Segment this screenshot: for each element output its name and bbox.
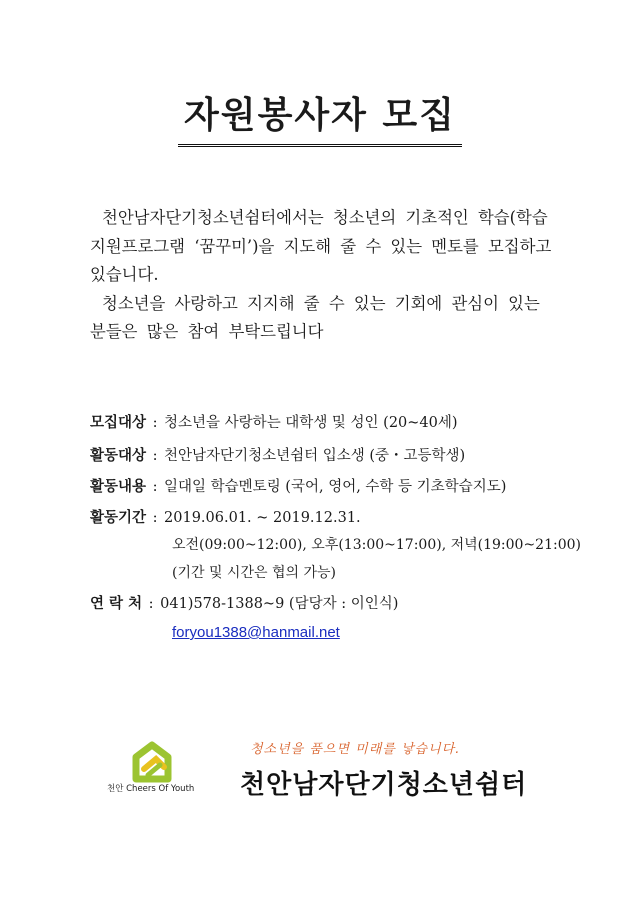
house-logo-icon — [120, 735, 200, 805]
logo-caption: 천안 Cheers Of Youth — [107, 784, 195, 794]
detail-label: 활동내용 — [90, 479, 147, 495]
organization-name: 천안남자단기청소년쉼터 — [240, 770, 528, 800]
detail-row-subject: 활동대상 : 천안남자단기청소년쉼터 입소생 (중・고등학생) — [90, 443, 465, 469]
title-wrapper — [0, 92, 640, 147]
detail-row-target: 모집대상 : 청소년을 사랑하는 대학생 및 성인 (20~40세) — [90, 410, 458, 436]
detail-row-contact: 연 락 처 : 041)578-1388~9 (담당자 : 이인식) — [90, 591, 398, 617]
detail-value: 천안남자단기청소년쉼터 입소생 (중・고등학생) — [164, 448, 466, 464]
page-title: 자원봉사자 모집 — [178, 92, 462, 147]
intro-paragraph-1: 천안남자단기청소년쉼터에서는 청소년의 기초적인 학습(학습지원프로그램 ‘꿈꾸미’)을 지도해 줄 수 있는 멘토를 모집하고 있습니다. — [90, 208, 552, 284]
period-note: (기간 및 시간은 협의 가능) — [172, 565, 336, 581]
intro-section — [90, 204, 560, 347]
detail-value: 041)578-1388~9 (담당자 : 이인식) — [160, 596, 399, 612]
detail-row-content: 활동내용 : 일대일 학습멘토링 (국어, 영어, 수학 등 기초학습지도) — [90, 474, 506, 500]
detail-value: 2019.06.01. ~ 2019.12.31. — [164, 510, 361, 526]
intro-paragraph-2: 청소년을 사랑하고 지지해 줄 수 있는 기회에 관심이 있는 분들은 많은 참여 부탁드립니다 — [90, 293, 540, 341]
detail-label: 활동기간 — [90, 510, 147, 526]
detail-label: 모집대상 — [90, 415, 147, 431]
period-times: 오전(09:00~12:00), 오후(13:00~17:00), 저녁(19:00~21:00) — [172, 537, 581, 553]
detail-value: 일대일 학습멘토링 (국어, 영어, 수학 등 기초학습지도) — [164, 479, 507, 495]
detail-value: 청소년을 사랑하는 대학생 및 성인 (20~40세) — [164, 415, 458, 431]
detail-label: 활동대상 — [90, 448, 147, 464]
detail-label: 연 락 처 — [90, 596, 143, 612]
slogan: 청소년을 품으면 미래를 낳습니다. — [250, 742, 461, 757]
email-link[interactable]: foryou1388@hanmail.net — [172, 624, 340, 641]
detail-row-period: 활동기간 : 2019.06.01. ~ 2019.12.31. — [90, 505, 361, 531]
